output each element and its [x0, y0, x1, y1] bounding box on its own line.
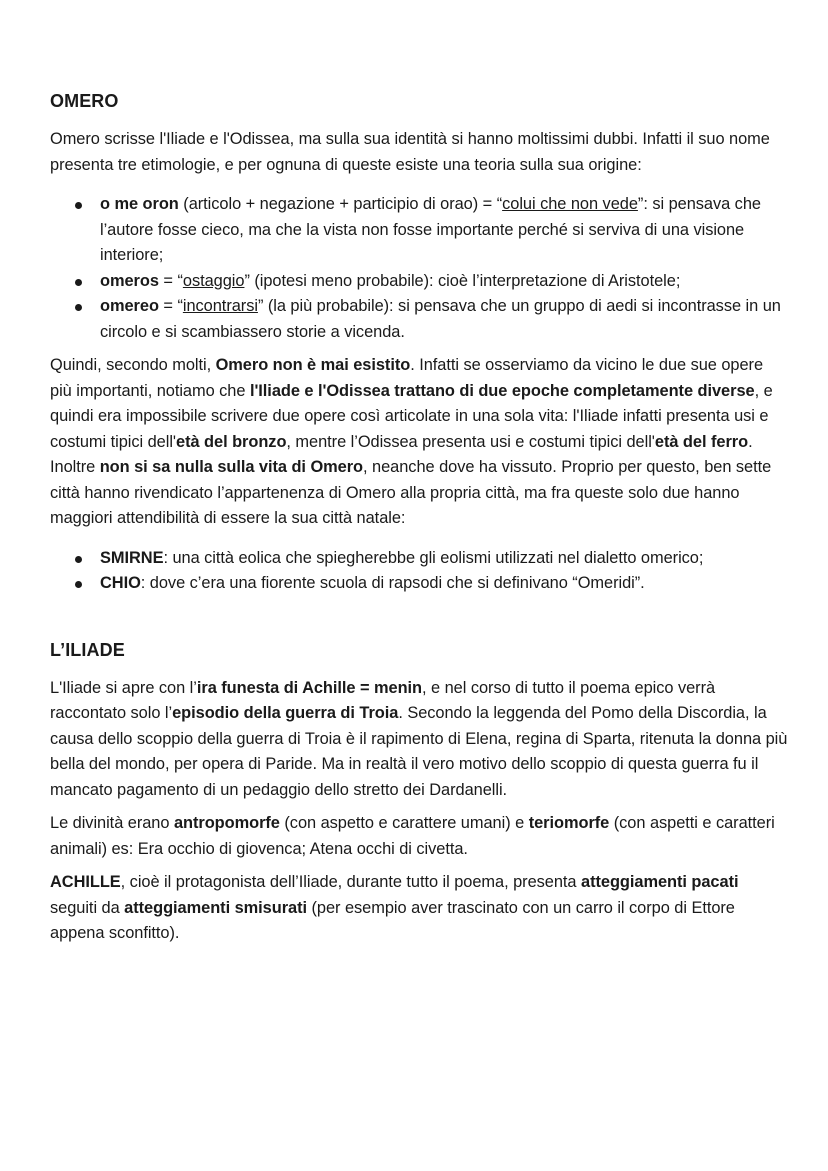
- text-run: (per esempio aver trascinato con un carro il corpo di Ettore appena sconfitto).: [50, 898, 735, 942]
- etymology-post: ” (la più probabile): si pensava che un gruppo di aedi si incontrasse in un circolo e si scambiassero storie a vicenda.: [100, 297, 781, 341]
- text-run: . Infatti se osserviamo da vicino le due sue opere più importanti, notiamo che: [50, 356, 764, 400]
- etymology-term: omeros: [100, 271, 159, 290]
- bold-run: antropomorfe: [173, 814, 280, 832]
- city-desc: : dove c’era una fiorente scuola di rapsodi che si definivano “Omeridi”.: [140, 574, 645, 592]
- city-name: CHIO: [100, 574, 141, 592]
- bullet-icon: [75, 304, 82, 311]
- city-item: [50, 571, 788, 597]
- bold-run: non si sa nulla sulla vita di Omero: [99, 458, 364, 476]
- iliade-intro-paragraph: [50, 676, 788, 804]
- bold-run: atteggiamenti smisurati: [124, 898, 308, 917]
- bold-run: l'Iliade e l'Odissea trattano di due epoche completamente diverse: [249, 381, 755, 400]
- bullet-icon: [75, 202, 82, 209]
- etymology-pre: (articolo + negazione + participio di orao) = “: [178, 195, 503, 213]
- section-spacer: [50, 605, 788, 637]
- text-run: , e nel corso di tutto il poema epico verrà raccontato solo l’: [50, 678, 716, 722]
- etymology-term: omereo: [100, 297, 159, 315]
- omero-intro-paragraph: Omero scrisse l'Iliade e l'Odissea, ma sulla sua identità si hanno moltissimi dubbi. Infatti il suo nome presenta tre etimologie, e per ognuna di queste esiste una teoria sulla sua origine:: [50, 130, 770, 174]
- etymology-post: ” (ipotesi meno probabile): cioè l’interpretazione di Aristotele;: [244, 271, 681, 290]
- text-run: Quindi, secondo molti,: [50, 356, 216, 374]
- text-run: , cioè il protagonista dell’Iliade, durante tutto il poema, presenta: [120, 873, 581, 891]
- bullet-icon: [75, 556, 82, 563]
- bold-run: età del ferro: [654, 432, 749, 451]
- omero-existence-paragraph: [50, 353, 788, 532]
- text-run: , neanche dove ha vissuto. Proprio per questo, ben sette città hanno rivendicato l’appartenenza di Omero alla propria città, ma fra queste solo due hanno maggiori attendibilità di essere la sua città natale:: [50, 458, 772, 527]
- bold-run: età del bronzo: [176, 432, 287, 451]
- bullet-icon: [75, 581, 82, 588]
- text-run: , e quindi era impossibile scrivere due opere così articolate in una sola vita: l'Iliade infatti presenta usi e costumi tipici dell': [50, 381, 773, 451]
- text-run: Le divinità erano: [50, 814, 174, 832]
- city-name: SMIRNE: [100, 548, 164, 567]
- section-title-iliade: L’ILIADE: [50, 639, 125, 660]
- etymology-item: [50, 294, 788, 345]
- divinities-paragraph: [50, 811, 788, 862]
- city-item: [50, 546, 788, 572]
- bold-run: teriomorfe: [528, 814, 610, 832]
- text-run: , mentre l’Odissea presenta usi e costumi tipici dell': [286, 432, 655, 451]
- achille-paragraph: [50, 870, 788, 947]
- bold-run: episodio della guerra di Troia: [172, 704, 399, 722]
- text-run: seguiti da: [50, 898, 125, 917]
- etymology-pre: = “: [158, 271, 183, 290]
- etymology-meaning: incontrarsi: [182, 297, 258, 315]
- text-run: L'Iliade si apre con l’: [50, 678, 197, 697]
- city-desc: : una città eolica che spiegherebbe gli eolismi utilizzati nel dialetto omerico;: [163, 548, 704, 567]
- etymology-item: [50, 192, 788, 269]
- etymology-item: [50, 269, 788, 295]
- section-title-omero: OMERO: [50, 91, 119, 111]
- city-list: [50, 546, 788, 597]
- etymology-post: ”: si pensava che l’autore fosse cieco, ma che la vista non fosse importante perché si serviva di una visione interiore;: [100, 195, 761, 264]
- etymology-term: o me oron: [100, 195, 179, 213]
- text-run: (con aspetto e carattere umani) e: [279, 814, 529, 832]
- bold-run: ira funesta di Achille = menin: [196, 678, 423, 697]
- section-iliade: [50, 637, 788, 947]
- bold-run: ACHILLE: [50, 873, 121, 891]
- text-run: . Secondo la leggenda del Pomo della Discordia, la causa dello scoppio della guerra di Troia è il rapimento di Elena, regina di Sparta, ritenuta la donna più bella del mondo, per opera di Paride. Ma in realtà il vero motivo dello scoppio di questa guerra fu il mancato pagamento di un pedaggio dello stretto dei Dardanelli.: [50, 704, 788, 799]
- section-omero: [50, 88, 788, 597]
- bullet-icon: [75, 279, 82, 286]
- etymology-list: [50, 192, 788, 345]
- etymology-pre: = “: [158, 297, 183, 315]
- etymology-meaning: colui che non vede: [502, 195, 638, 213]
- bold-run: Omero non è mai esistito: [215, 356, 411, 374]
- text-run: (con aspetti e caratteri animali) es: Era occhio di giovenca; Atena occhi di civetta.: [50, 814, 775, 858]
- text-run: . Inoltre: [50, 432, 753, 476]
- etymology-meaning: ostaggio: [182, 271, 245, 290]
- bold-run: atteggiamenti pacati: [581, 873, 739, 891]
